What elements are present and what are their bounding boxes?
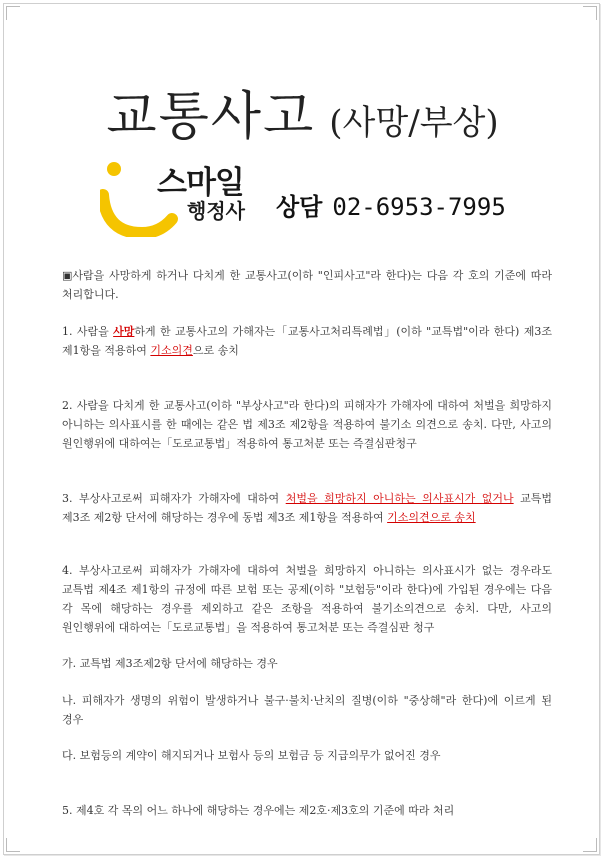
item-4a: 가. 교특법 제3조제2항 단서에 해당하는 경우 bbox=[62, 657, 278, 670]
item-4: 4. 부상사고로써 피해자가 가해자에 대하여 처벌을 희망하지 아니하는 의사표시가 없는 경우라도 교특법 제4조 제1항의 규정에 따른 보험 또는 공제(이하 "보험등"이라 한다)에 가입된 경우에는 다음 각 목에 해당하는 경우를 제외하고 같은 조항을 적용하여 불기소의견으로 송치. 다만, 사고의 원인행위에 대하여는「도로교통법」을 적용하여 통고처분 또는 즉결심판 청구 bbox=[62, 564, 552, 634]
logo-sub: 행정사 bbox=[187, 199, 245, 223]
contact-line bbox=[276, 187, 506, 222]
item-2: 2. 사람을 다치게 한 교통사고(이하 "부상사고"라 한다)의 피해자가 가해자에 대하여 처벌을 희망하지 아니하는 의사표시를 한 때에는 같은 법 제3조 제2항을 적용하여 불기소 의견으로 송치. 다만, 사고의 원인행위에 대하여는「도로교통법」적용하여 통고처분 또는 즉결심판청구 bbox=[62, 399, 552, 450]
page-title bbox=[4, 74, 601, 149]
contact-phone: 02-6953-7995 bbox=[332, 193, 506, 221]
item-4b: 나. 피해자가 생명의 위험이 발생하거나 불구·불치·난치의 질병(이하 "중상해"라 한다)에 이르게 된 경우 bbox=[62, 694, 552, 726]
document-page bbox=[3, 3, 600, 855]
highlight-prosecution: 기소의견 bbox=[150, 344, 193, 357]
highlight-no-intent: 처벌을 희망하지 아니하는 의사표시가 없거나 bbox=[285, 492, 514, 505]
title-main: 교통사고 bbox=[106, 87, 316, 147]
highlight-prosecution-2: 기소의견으로 송치 bbox=[387, 511, 476, 524]
item-3: 3. 부상사고로써 피해자가 가해자에 대하여 처벌을 희망하지 아니하는 의사표시가 없거나 교특법 제3조 제2항 단서에 해당하는 경우에 동법 제3조 제1항을 적용하여 기소의견으로 송치 bbox=[62, 492, 553, 524]
item-4c: 다. 보험등의 계약이 해지되거나 보험사 등의 보험금 등 지급의무가 없어진 경우 bbox=[62, 749, 441, 762]
item-5: 5. 제4호 각 목의 어느 하나에 해당하는 경우에는 제2호·제3호의 기준에 따라 처리 bbox=[62, 804, 455, 817]
smile-logo bbox=[100, 157, 245, 237]
title-sub: (사망/부상) bbox=[329, 103, 499, 143]
item-1: 1. 사람을 사망하게 한 교통사고의 가해자는「교통사고처리특례법」(이하 "교특법"이라 한다) 제3조 제1항을 적용하여 기소의견으로 송치 bbox=[62, 325, 552, 357]
logo-name: 스마일 bbox=[157, 165, 244, 201]
contact-label: 상담 bbox=[276, 193, 323, 221]
highlight-death: 사망 bbox=[113, 325, 135, 338]
corner-mark-bottom-right bbox=[583, 838, 597, 852]
corner-mark-top-right bbox=[583, 6, 597, 20]
corner-mark-bottom-left bbox=[6, 838, 20, 852]
corner-mark-top-left bbox=[6, 6, 20, 20]
intro-paragraph: ▣사람을 사망하게 하거나 다치게 한 교통사고(이하 "인피사고"라 한다)는 다음 각 호의 기준에 따라 처리합니다. bbox=[62, 269, 552, 301]
